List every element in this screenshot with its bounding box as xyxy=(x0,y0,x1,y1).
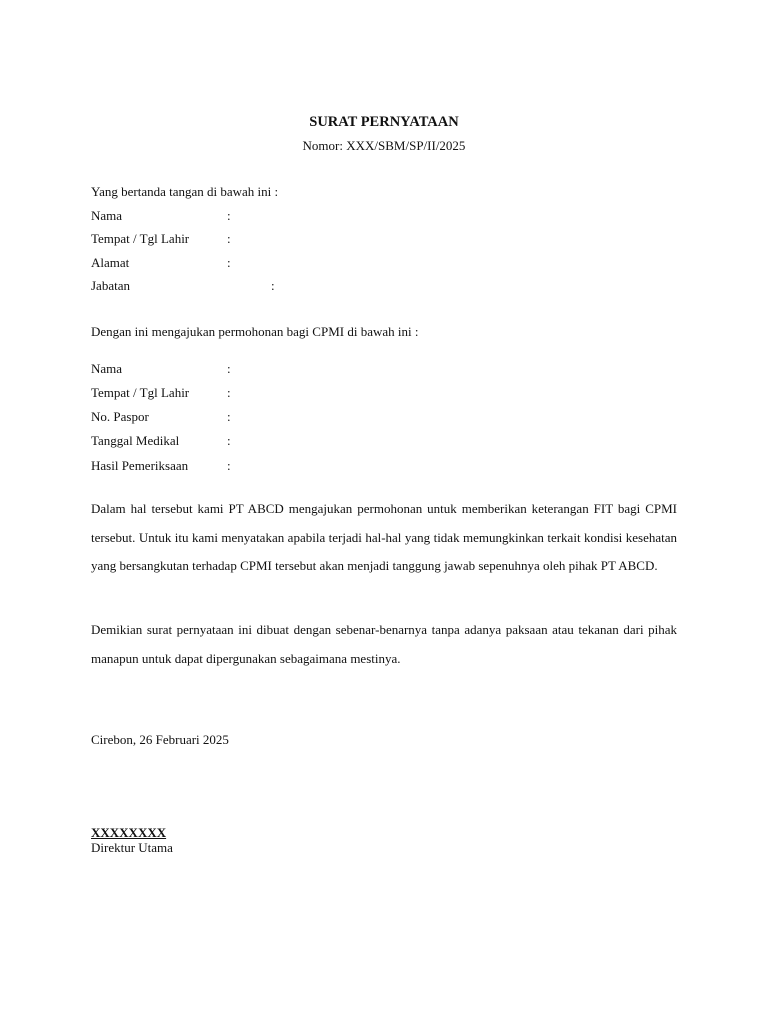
signer-label-nama: Nama xyxy=(91,208,123,223)
signer-label-ttl: Tempat / Tgl Lahir xyxy=(91,231,190,246)
cpmi-label-hasil: Hasil Pemeriksaan xyxy=(91,458,189,473)
signer-colon-ttl: : xyxy=(227,231,231,246)
body-paragraph-1: Dalam hal tersebut kami PT ABCD mengajukan permohonan untuk memberikan keterangan FIT bagi CPMI tersebut. Untuk itu kami menyatakan apabila terjadi hal-hal yang tidak memungkinkan terkait kondisi kesehatan yang bersangkutan terhadap CPMI tersebut akan menjadi tanggung jawab sepenuhnya oleh pihak PT ABCD. xyxy=(91,501,677,573)
cpmi-label-paspor: No. Paspor xyxy=(91,409,149,424)
cpmi-label-medikal: Tanggal Medikal xyxy=(91,433,180,448)
signer-label-alamat: Alamat xyxy=(91,255,130,270)
cpmi-colon-paspor: : xyxy=(227,409,231,424)
letter-title: SURAT PERNYATAAN xyxy=(309,114,459,130)
place-date: Cirebon, 26 Februari 2025 xyxy=(91,732,229,747)
signer-intro: Yang bertanda tangan di bawah ini : xyxy=(91,184,279,199)
signer-title: Direktur Utama xyxy=(91,840,173,855)
cpmi-label-nama: Nama xyxy=(91,361,123,376)
cpmi-colon-hasil: : xyxy=(227,458,231,473)
cpmi-colon-ttl: : xyxy=(227,385,231,400)
body-paragraph-2: Demikian surat pernyataan ini dibuat dengan sebenar-benarnya tanpa adanya paksaan atau tekanan dari pihak manapun untuk dapat dipergunakan sebagaimana mestinya. xyxy=(91,622,677,666)
cpmi-label-ttl: Tempat / Tgl Lahir xyxy=(91,385,190,400)
signer-colon-jabatan: : xyxy=(271,278,275,293)
signer-colon-alamat: : xyxy=(227,255,231,270)
letter-number: Nomor: XXX/SBM/SP/II/2025 xyxy=(302,138,466,153)
cpmi-intro: Dengan ini mengajukan permohonan bagi CPMI di bawah ini : xyxy=(91,324,419,339)
signer-colon-nama: : xyxy=(227,208,231,223)
cpmi-colon-nama: : xyxy=(227,361,231,376)
cpmi-colon-medikal: : xyxy=(227,433,231,448)
signer-label-jabatan: Jabatan xyxy=(91,278,130,293)
signer-name: XXXXXXXX xyxy=(91,825,167,840)
